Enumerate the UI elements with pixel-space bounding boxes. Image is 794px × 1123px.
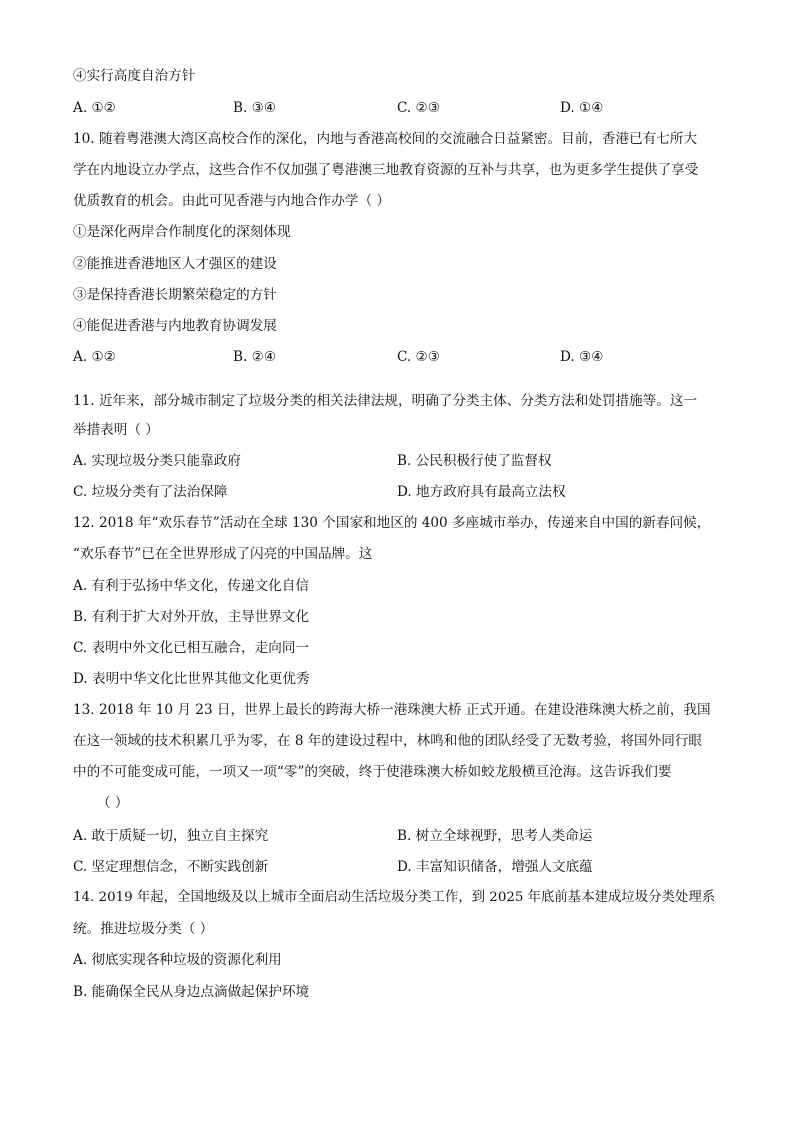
q10-stem-line: 优质教育的机会。由此可见香港与内地合作办学（ ）	[73, 193, 390, 209]
q10-item-4: ④能促进香港与内地教育协调发展	[73, 318, 277, 334]
q10-option-d: D. ③④	[560, 349, 604, 365]
q12-stem-line: “欢乐春节”已在全世界形成了闪亮的中国品牌。这	[73, 546, 373, 562]
q13-option-c: C. 坚定理想信念，不断实践创新	[73, 859, 269, 875]
q9-item-4: ④实行高度自治方针	[73, 68, 196, 84]
q10-option-c: C. ②③	[397, 349, 440, 365]
q11-stem-line: 11. 近年来，部分城市制定了垃圾分类的相关法律法规，明确了分类主体、分类方法和处罚措施等。这一	[73, 393, 698, 409]
q9-option-d: D. ①④	[560, 100, 604, 116]
q12-option-a: A. 有利于弘扬中华文化，传递文化自信	[73, 578, 309, 594]
q10-stem-line: 学在内地设立办学点，这些合作不仅加强了粤港澳三地教育资源的互补与共享，也为更多学生提供了享受	[73, 162, 699, 178]
q14-option-b: B. 能确保全民从身边点滴做起保护环境	[73, 984, 310, 1000]
q14-option-a: A. 彻底实现各种垃圾的资源化利用	[73, 952, 282, 968]
q12-stem-line: 12. 2018 年“欢乐春节”活动在全球 130 个国家和地区的 400 多座城市举办，传递来自中国的新春问候，	[73, 515, 711, 531]
q13-stem-line: 在这一领域的技术积累几乎为零，在 8 年的建设过程中，林鸣和他的团队经受了无数考验，将国外同行眼	[73, 733, 703, 749]
q11-option-b: B. 公民积极行使了监督权	[397, 453, 552, 469]
q13-option-d: D. 丰富知识储备，增强人文底蕴	[397, 859, 593, 875]
q13-option-b: B. 树立全球视野，思考人类命运	[397, 828, 593, 844]
q13-option-a: A. 敢于质疑一切，独立自主探究	[73, 828, 269, 844]
q13-stem-line: 中的不可能变成可能，一项又一项“零”的突破，终于使港珠澳大桥如蛟龙般横亘沧海。这告诉我们要	[73, 764, 672, 780]
q10-item-3: ③是保持香港长期繁荣稳定的方针	[73, 287, 277, 303]
q12-option-b: B. 有利于扩大对外开放，主导世界文化	[73, 609, 310, 625]
q13-stem-line: （ ）	[97, 795, 129, 811]
q10-stem-line: 10. 随着粤港澳大湾区高校合作的深化，内地与香港高校间的交流融合日益紧密。目前，香港已有七所大	[73, 131, 698, 147]
q9-option-c: C. ②③	[397, 100, 440, 116]
q14-stem-line: 14. 2019 年起，全国地级及以上城市全面启动生活垃圾分类工作，到 2025 年底前基本建成垃圾分类处理系	[73, 890, 716, 905]
q14-stem-line: 统。推进垃圾分类（ ）	[73, 921, 214, 937]
q10-item-2: ②能推进香港地区人才强区的建设	[73, 256, 277, 272]
q11-option-c: C. 垃圾分类有了法治保障	[73, 484, 228, 500]
q13-stem-line: 13. 2018 年 10 月 23 日，世界上最长的跨海大桥一港珠澳大桥 正式开通。在建设港珠澳大桥之前，我国	[73, 702, 711, 718]
q10-item-1: ①是深化两岸合作制度化的深刻体现	[73, 224, 291, 240]
q11-stem-line: 举措表明（ ）	[73, 422, 159, 438]
q9-option-a: A. ①②	[73, 100, 116, 116]
q11-option-d: D. 地方政府具有最高立法权	[397, 484, 566, 500]
q11-option-a: A. 实现垃圾分类只能靠政府	[73, 453, 241, 469]
q12-option-d: D. 表明中华文化比世界其他文化更优秀	[73, 671, 310, 687]
q12-option-c: C. 表明中外文化已相互融合，走向同一	[73, 640, 310, 656]
q10-option-a: A. ①②	[73, 349, 116, 365]
q10-option-b: B. ②④	[233, 349, 277, 365]
q9-option-b: B. ③④	[233, 100, 277, 116]
